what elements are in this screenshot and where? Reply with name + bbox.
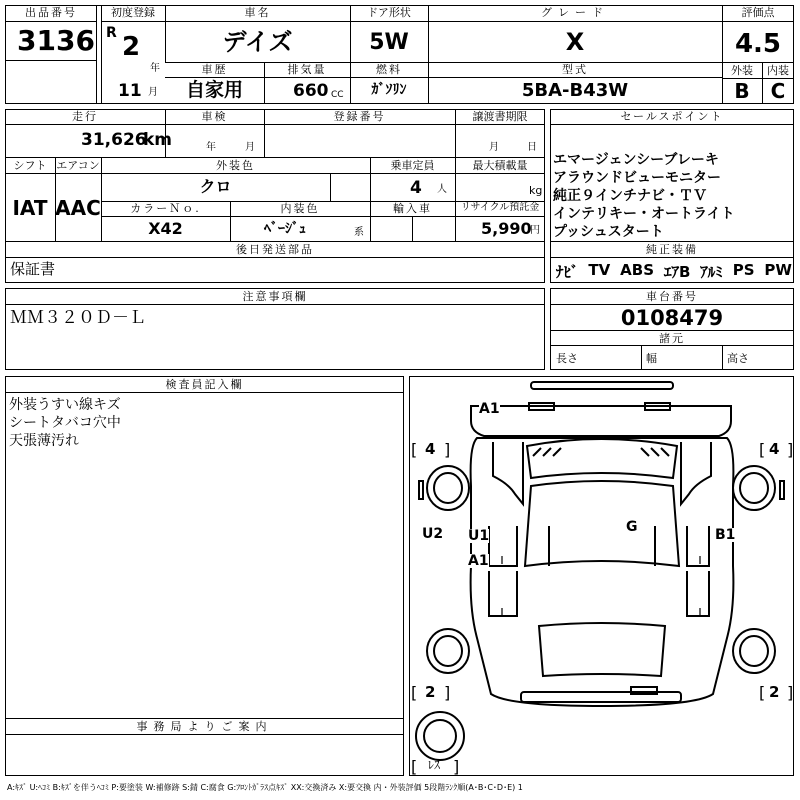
shift-header: シフト (13, 159, 47, 172)
max-load-header: 最大積載量 (472, 159, 528, 172)
inspection-header: 車検 (201, 110, 228, 123)
interior-header: 内装 (767, 64, 789, 77)
length-label: 長さ (556, 352, 578, 365)
damage-b1-right: B1 (715, 527, 736, 543)
model-header: 型式 (562, 63, 588, 76)
mileage: 31,626 (81, 130, 147, 150)
door-header: ドア形状 (367, 6, 411, 19)
fuel-header: 燃料 (376, 63, 402, 76)
displacement: 660 (293, 81, 329, 101)
displacement-header: 排気量 (287, 63, 327, 76)
inspector-notes (9, 396, 121, 450)
int-color-suffix: 系 (354, 227, 364, 238)
color-no-header: カラーＮｏ. (130, 202, 201, 215)
equipment-item: ABS (620, 261, 655, 279)
int-color-header: 内装色 (280, 202, 320, 215)
ext-color: クロ (199, 177, 232, 196)
damage-a1-hood: A1 (479, 401, 500, 417)
inspector-note: 天張薄汚れ (9, 433, 79, 449)
reg-month: 11 (118, 81, 142, 101)
color-no: X42 (148, 219, 183, 238)
tire-rear-right: 2 (769, 683, 780, 701)
spare-tire-label: ﾚｽ (428, 758, 441, 772)
sales-points-list (553, 151, 735, 241)
transfer-month-unit: 月 (489, 142, 499, 153)
later-parts-header: 後日発送部品 (236, 243, 314, 256)
reg-year: 2 (122, 32, 141, 62)
office-header: 事務局よりご案内 (136, 720, 273, 733)
ext-color-header: 外装色 (216, 159, 255, 172)
equipment-item: PW (764, 261, 792, 279)
notes: ＭＭ３２０Ｄ－Ｌ (10, 308, 146, 328)
sales-point: 純正９インチナビ・ＴＶ (553, 188, 707, 204)
sales-point: プッシュスタート (553, 224, 664, 240)
height-label: 高さ (727, 352, 749, 365)
equipment-header: 純正装備 (646, 243, 698, 256)
aircon: AAC (55, 196, 101, 220)
yen-unit: 円 (530, 225, 540, 236)
chassis-header: 車台番号 (646, 290, 698, 303)
tire-front-left: 4 (425, 440, 436, 458)
car-diagram (409, 376, 794, 776)
equipment-item: ｱﾙﾐ (700, 263, 723, 281)
history: 自家用 (185, 79, 243, 101)
cc-unit: CC (331, 90, 344, 100)
inspection-year-unit: 年 (206, 142, 216, 153)
inspector-header: 検査員記入欄 (165, 378, 244, 391)
capacity-header: 乗車定員 (390, 159, 435, 172)
chassis-number: 0108479 (620, 306, 724, 330)
registration-header: 登録番号 (333, 110, 386, 123)
lot-no-header: 出品番号 (25, 6, 77, 19)
history-header: 車歴 (201, 63, 228, 76)
tire-bracket-left: [ (411, 683, 418, 702)
damage-a1-door: A1 (468, 553, 489, 569)
score: 4.5 (734, 29, 782, 59)
capacity: 4 (410, 178, 422, 198)
fuel: ｶﾞｿﾘﾝ (371, 82, 407, 98)
sales-points-header: セールスポイント (620, 110, 724, 123)
grade: X (565, 28, 585, 56)
grade-header: グレード (541, 6, 609, 19)
sales-point: アラウンドビューモニター (553, 170, 721, 186)
capacity-unit: 人 (437, 184, 447, 195)
later-parts: 保証書 (10, 260, 56, 278)
notes-header: 注意事項欄 (242, 290, 308, 303)
tire-bracket-right: ] (787, 440, 794, 459)
recycle-fee: 5,990 (481, 219, 532, 238)
kg-unit: kg (529, 184, 543, 197)
dims-header: 諸元 (659, 332, 685, 345)
tire-bracket-left: [ (411, 440, 418, 459)
sales-point: エマージェンシーブレーキ (553, 152, 719, 168)
spare-bracket: [ (411, 757, 418, 776)
equipment-item: TV (588, 261, 611, 279)
equipment-item: PS (732, 261, 755, 279)
tire-rear-left: 2 (425, 683, 436, 701)
damage-u1-door: U1 (468, 528, 490, 544)
mileage-header: 走行 (72, 110, 98, 123)
exterior-header: 外装 (731, 64, 753, 77)
km-unit: km (143, 130, 173, 150)
score-header: 評価点 (741, 6, 775, 19)
tire-bracket-right: [ (759, 683, 766, 702)
year-unit: 年 (150, 63, 160, 74)
transfer-header: 譲渡書期限 (472, 110, 528, 123)
width-label: 幅 (646, 352, 657, 365)
inspector-note: 外装うすい線キズ (9, 397, 121, 413)
car-name: デイズ (222, 28, 293, 56)
import-header: 輸入車 (393, 202, 432, 215)
month-unit: 月 (148, 87, 158, 98)
car-name-header: 車名 (244, 6, 271, 19)
tire-bracket-left: ] (444, 683, 451, 702)
first-reg-header: 初度登録 (111, 6, 155, 19)
tire-bracket-right: [ (759, 440, 766, 459)
door-type: 5W (369, 30, 409, 55)
exterior-grade: B (734, 79, 750, 103)
shift: IAT (12, 196, 48, 220)
equipment-item: ﾅﾋﾞ (556, 263, 579, 281)
tire-bracket-right: ] (787, 683, 794, 702)
model-code: 5BA-B43W (521, 80, 629, 101)
damage-g-glass: G (626, 519, 638, 535)
sales-point: インテリキー・オートライト (553, 206, 735, 222)
equipment-item: ｴｱB (663, 263, 691, 281)
tire-front-right: 4 (769, 440, 780, 458)
tire-bracket-left: ] (444, 440, 451, 459)
equipment-list (556, 261, 792, 282)
inspector-note: シートタバコ穴中 (9, 415, 121, 431)
interior-grade: C (770, 79, 786, 103)
recycle-header: リサイクル預託金 (460, 202, 540, 213)
lot-number: 3136 (17, 24, 95, 57)
inspection-month-unit: 月 (245, 142, 255, 153)
legend: A:ｷｽﾞ U:ﾍｺﾐ B:ｷｽﾞを伴うﾍｺﾐ P:要塗装 W:補修跡 S:錆 C:腐食 G:ﾌﾛﾝﾄｶﾞﾗｽ点ｷｽﾞ XX:交換済み X:要交換 内・外装評価 5段階ﾗﾝｸ順(A･B･C･D･E) 1 (7, 783, 523, 792)
aircon-header: エアコン (56, 159, 100, 172)
int-color: ﾍﾞｰｼﾞｭ (264, 221, 306, 237)
damage-u2-left: U2 (422, 526, 444, 542)
transfer-day-unit: 日 (527, 142, 537, 153)
spare-bracket: ] (453, 757, 460, 776)
era: R (106, 25, 117, 41)
